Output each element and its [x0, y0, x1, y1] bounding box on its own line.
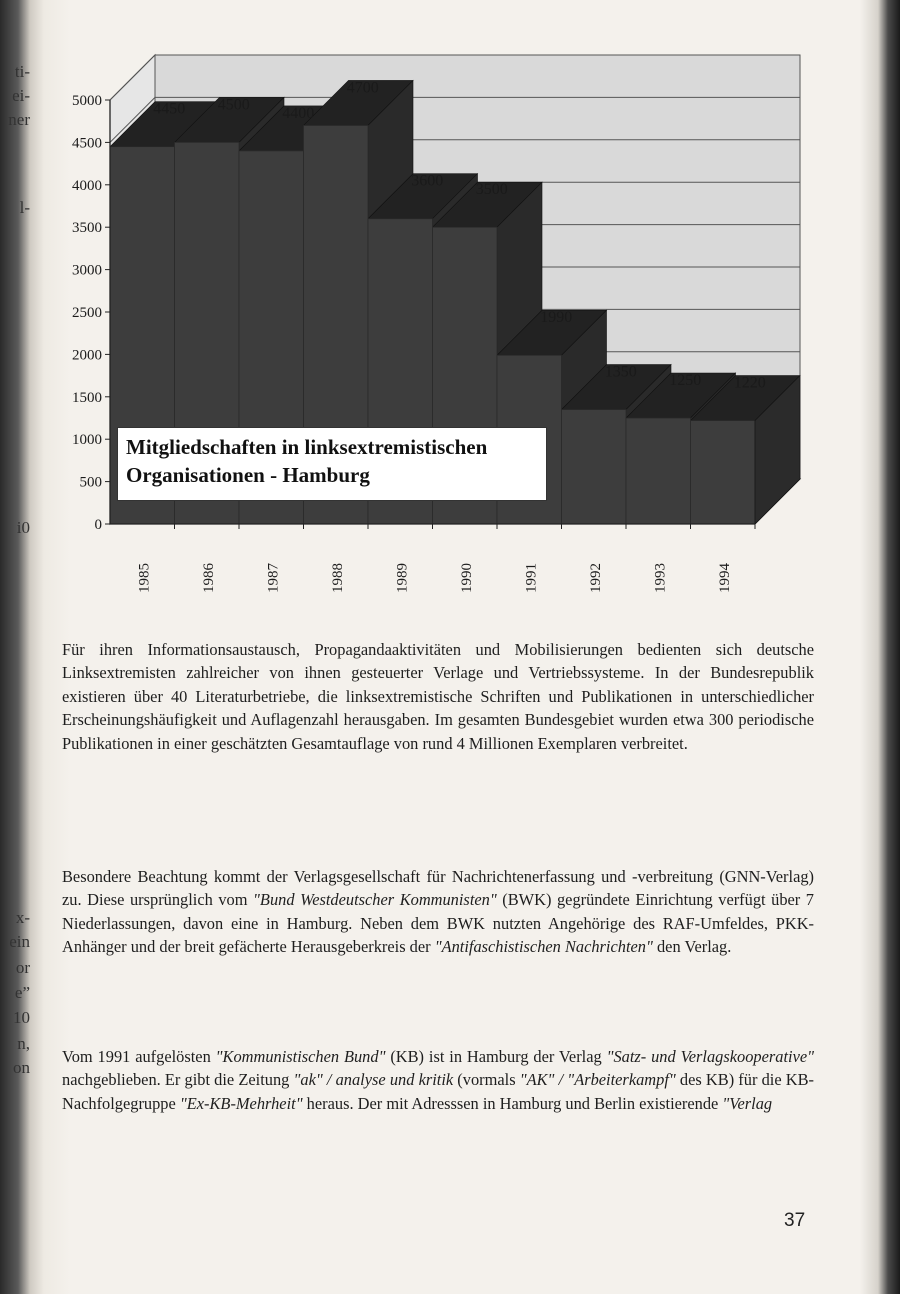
bar-1993 [626, 418, 691, 524]
margin-fragment: ner [8, 110, 30, 129]
paragraph-3-group: "Ex-KB-Mehrheit" [179, 1093, 303, 1113]
chart-title-line-1: Mitgliedschaften in linksextremistischen [126, 435, 488, 459]
paragraph-3-newspaper: "ak" / analyse und kritik [293, 1070, 454, 1090]
margin-fragment: ti- [14, 62, 30, 81]
x-tick-label-1986: 1986 [200, 563, 217, 593]
paragraph-3-publisher-2: "Verlag [722, 1093, 773, 1113]
margin-fragment: i0 [16, 518, 30, 537]
y-tick-label: 4500 [72, 135, 102, 152]
x-tick-label-1992: 1992 [587, 563, 604, 593]
margin-fragment: n, [17, 1034, 30, 1053]
value-label-1986: 4500 [217, 96, 250, 114]
y-tick-label: 4000 [72, 177, 102, 194]
value-label-1985: 4450 [153, 100, 186, 118]
value-label-1994: 1220 [733, 374, 766, 392]
margin-fragment: ei- [12, 86, 30, 105]
margin-fragment: or [15, 958, 30, 977]
y-tick-label: 1500 [72, 389, 102, 406]
chart-title [117, 427, 547, 501]
x-tick-label-1991: 1991 [523, 563, 540, 593]
paragraph-3-text: Vom 1991 aufgelösten [62, 1047, 216, 1066]
margin-fragment: on [13, 1058, 30, 1077]
y-tick-label: 0 [94, 517, 102, 533]
paragraph-3-text: nachgeblieben. Er gibt die Zeitung [62, 1070, 294, 1090]
membership-chart [0, 0, 900, 620]
x-tick-label-1990: 1990 [458, 563, 475, 593]
paragraph-2 [62, 865, 814, 959]
paragraph-2-org-bwk: "Bund Westdeutscher Kommunisten" [253, 890, 497, 910]
value-label-1988: 4700 [346, 79, 379, 97]
paragraph-3-former-name: "AK" / "Arbeiterkampf" [519, 1070, 676, 1090]
y-tick-label: 5000 [72, 93, 102, 109]
paragraph-2-text: den Verlag. [652, 937, 732, 957]
y-tick-label: 2000 [72, 347, 102, 364]
x-tick-label-1994: 1994 [716, 563, 733, 593]
paragraph-2-publication: "Antifaschistischen Nachrichten" [434, 937, 653, 957]
paragraph-2-text: (BWK) gegründete Einrichtung verfügt über 7 Niederlassungen, davon eine in Hamburg. Neben dem BWK nutzten Angehörige des RAF-Umfeldes, PKK-Anhänger und der breit gefächerte Herausgeberkreis der [62, 890, 814, 957]
value-label-1993: 1250 [669, 372, 702, 389]
y-tick-label: 3500 [72, 220, 102, 237]
margin-fragment: e” [14, 983, 30, 1002]
y-tick-label: 3000 [72, 262, 102, 279]
page-number: 37 [784, 1210, 806, 1231]
value-label-1991: 1990 [540, 309, 573, 327]
paragraph-3 [62, 1045, 814, 1115]
paragraph-3-text: des KB) für die KB-Nachfolgegruppe [62, 1070, 814, 1113]
value-label-1992: 1350 [604, 363, 637, 381]
paragraph-3-text: heraus. Der mit Adresssen in Hamburg und Berlin existierende [302, 1093, 723, 1113]
y-tick-label: 500 [79, 474, 102, 491]
y-tick-label: 2500 [72, 305, 102, 321]
bar-1994 [691, 421, 756, 524]
paragraph-3-org-kb: "Kommunistischen Bund" [215, 1047, 386, 1066]
paragraph-3-text: (vormals [453, 1070, 520, 1090]
x-tick-label-1993: 1993 [652, 563, 669, 593]
value-label-1990: 3500 [475, 181, 508, 199]
y-tick-label: 1000 [72, 432, 102, 449]
paragraph-3-publisher: "Satz- und Verlagskooperative" [606, 1047, 814, 1066]
x-tick-label-1987: 1987 [265, 563, 282, 593]
paragraph-3-text: (KB) ist in Hamburg der Verlag [385, 1047, 607, 1066]
x-tick-label-1988: 1988 [329, 563, 346, 593]
paragraph-2-text: Besondere Beachtung kommt der Verlagsgesellschaft für Nachrichtenerfassung und -verbreitung (GNN-Verlag) zu. Diese ursprünglich vom [62, 867, 814, 910]
margin-fragment: l- [19, 198, 30, 217]
paragraph-1: Für ihren Informationsaustausch, Propagandaaktivitäten und Mobilisierungen bedienten sich deutsche Linksextremisten zahlreicher von ihnen gesteuerter Verlage und Vertriebssysteme. In der Bundesrepublik existieren über 40 Literaturbetriebe, die linksextremistische Schriften und Publikationen in unterschiedlicher Erscheinungshäufigkeit und Auflagenzahl herausgaben. Im gesamten Bundesgebiet wurden etwa 300 periodische Publikationen in einer geschätzten Gesamtauflage von rund 4 Millionen Exemplaren verbreitet. [62, 640, 814, 753]
bar-1992 [562, 410, 627, 524]
margin-fragment: 10 [13, 1008, 30, 1027]
value-label-1989: 3600 [411, 172, 444, 190]
margin-fragment: ein [9, 932, 30, 951]
x-tick-label-1989: 1989 [394, 563, 411, 593]
margin-fragment: x- [15, 908, 30, 927]
chart-title-line-2: Organisationen - Hamburg [126, 463, 370, 487]
value-label-1987: 4400 [282, 104, 315, 122]
x-tick-label-1985: 1985 [136, 563, 153, 593]
